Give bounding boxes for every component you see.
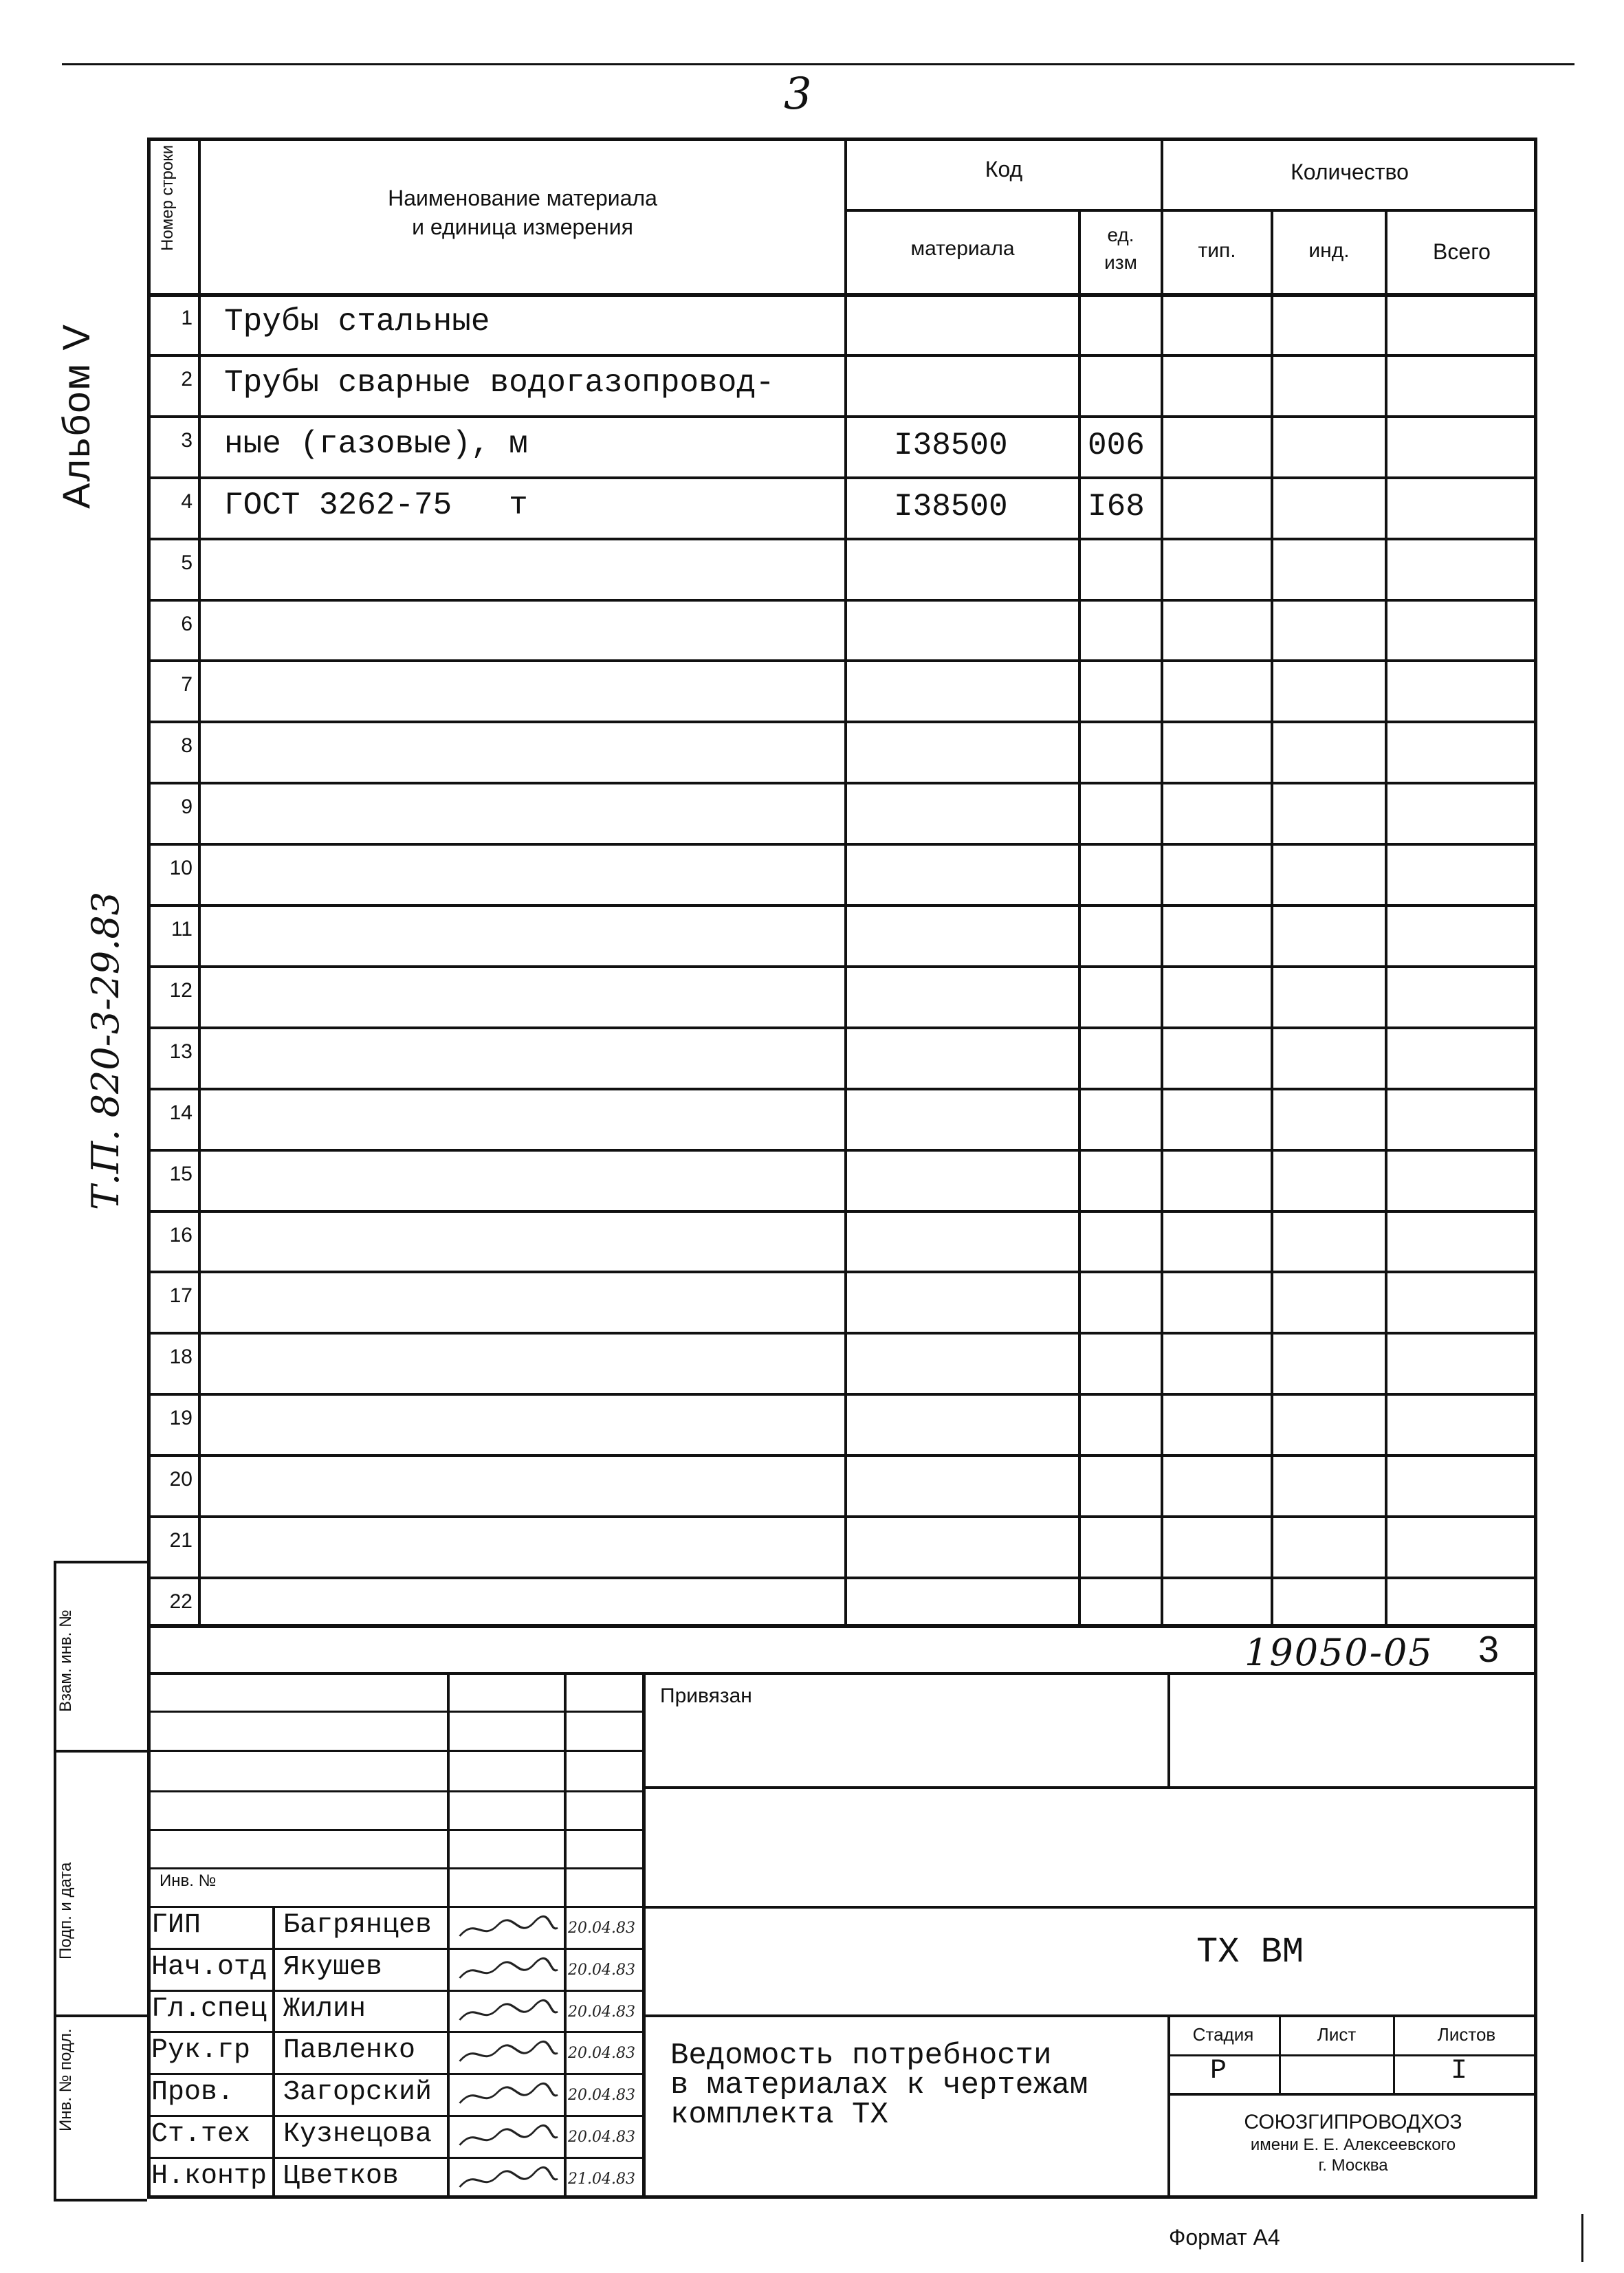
row-line <box>147 1088 1537 1090</box>
row-number: 11 <box>171 918 193 941</box>
stamp-col-name <box>272 1906 275 2199</box>
inv-no-label: Инв. № <box>160 1871 217 1890</box>
row-number: 20 <box>169 1468 193 1491</box>
stamp-grid-line <box>147 1750 642 1752</box>
listov-label: Листов <box>1437 2024 1496 2045</box>
row-line <box>147 782 1537 784</box>
row-material-name: ГОСТ 3262-75 т <box>224 487 528 523</box>
stadiya-bottom <box>1167 2093 1537 2096</box>
row-line <box>147 659 1537 662</box>
album-label: Альбом V <box>54 323 98 509</box>
side-strip-line <box>54 1561 56 2200</box>
header-ed: ед. <box>1107 224 1134 245</box>
header-name-line1: Наименование материала <box>388 186 657 210</box>
row-material-name: ные (газовые), м <box>224 426 528 462</box>
row-number: 8 <box>181 734 193 758</box>
signer-name: Цветков <box>283 2160 399 2192</box>
signature-mark <box>452 1955 563 1992</box>
header-tip: тип. <box>1198 239 1236 262</box>
col-line-unit <box>1161 138 1163 1624</box>
signer-date: 20.04.83 <box>568 2045 635 2063</box>
row-line <box>147 1210 1537 1213</box>
row-material-code: I38500 <box>894 488 1008 525</box>
col-line-name <box>844 138 847 1624</box>
row-number: 6 <box>181 612 193 635</box>
row-material-code: I38500 <box>894 427 1008 463</box>
row-material-name: Трубы сварные водогазопровод- <box>224 364 775 401</box>
doc-title-line2: в материалах к чертежам <box>670 2068 1088 2102</box>
side-strip-sep <box>54 2199 147 2201</box>
signer-row-line <box>147 2157 642 2159</box>
signature-mark <box>452 2038 563 2075</box>
stamp-line <box>642 1786 1537 1789</box>
doc-code: 19050-05 <box>1244 1631 1434 1674</box>
row-line <box>147 1332 1537 1335</box>
privyazan-divider <box>1167 1672 1170 1788</box>
signer-date: 20.04.83 <box>568 1920 635 1937</box>
signer-role: Пров. <box>151 2077 234 2109</box>
row-line <box>147 1393 1537 1396</box>
row-number: 9 <box>181 795 193 819</box>
row-number: 12 <box>169 978 193 1002</box>
org-named-after: имени Е. Е. Алексеевского <box>1250 2135 1456 2154</box>
col-line-code <box>1078 209 1081 1624</box>
col-line-ind <box>1385 209 1387 1624</box>
row-number: 16 <box>169 1223 193 1247</box>
signer-role: Рук.гр <box>151 2035 251 2067</box>
row-line <box>147 476 1537 479</box>
doc-sheet-number: 3 <box>1478 1629 1500 1670</box>
row-line <box>147 965 1537 968</box>
side-strip-sep <box>54 2014 147 2017</box>
signer-row-line <box>147 2031 642 2033</box>
row-line <box>147 1577 1537 1579</box>
signer-role: Н.контр <box>151 2160 267 2192</box>
stamp-col-main <box>642 1672 646 2199</box>
signer-name: Якушев <box>283 1951 383 1983</box>
row-number: 21 <box>169 1529 193 1552</box>
stamp-line <box>642 1906 1537 1909</box>
signer-row-line <box>147 2115 642 2117</box>
list-col <box>1393 2014 1395 2093</box>
signature-mark <box>452 2122 563 2159</box>
row-line <box>147 538 1537 540</box>
header-izm: изм <box>1104 252 1137 273</box>
header-kod: Код <box>985 157 1023 182</box>
listov-value: I <box>1451 2056 1468 2087</box>
row-number: 2 <box>181 367 193 391</box>
header-bottom-line <box>147 293 1537 297</box>
signer-role: Нач.отд <box>151 1951 267 1983</box>
row-number: 4 <box>181 490 193 513</box>
stamp-grid-line <box>147 1867 642 1869</box>
signer-date: 21.04.83 <box>568 2170 635 2188</box>
row-line <box>147 904 1537 907</box>
row-number: 15 <box>169 1162 193 1185</box>
stamp-grid-line <box>147 1829 642 1831</box>
stamp-line <box>642 2014 1537 2017</box>
row-number: 13 <box>169 1040 193 1063</box>
row-line <box>147 599 1537 602</box>
row-unit-code: 006 <box>1088 427 1145 463</box>
list-label: Лист <box>1317 2024 1357 2045</box>
signer-name: Павленко <box>283 2035 416 2067</box>
row-number: 3 <box>181 428 193 452</box>
row-number: 10 <box>169 857 193 880</box>
top-edge-line <box>62 63 1574 65</box>
signer-date: 20.04.83 <box>568 2003 635 2021</box>
signer-name: Багрянцев <box>283 1910 432 1941</box>
row-line <box>147 1271 1537 1273</box>
col-line-num <box>198 138 201 1624</box>
doc-mark-text: ТХ ВМ <box>1196 1932 1304 1973</box>
header-kolichestvo: Количество <box>1291 160 1409 184</box>
col-line-tip <box>1271 209 1273 1624</box>
doc-title-line1: Ведомость потребности <box>670 2039 1052 2073</box>
row-material-name: Трубы стальные <box>224 304 490 340</box>
side-strip-sep <box>54 1561 147 1563</box>
signer-date: 20.04.83 <box>568 1961 635 1979</box>
row-number: 5 <box>181 551 193 574</box>
signer-row-line <box>147 1948 642 1950</box>
header-kod-material: материала <box>910 237 1015 260</box>
row-unit-code: I68 <box>1088 488 1145 525</box>
signer-role: Гл.спец <box>151 1993 267 2025</box>
signer-role: Ст.тех <box>151 2119 251 2150</box>
signer-date: 20.04.83 <box>568 2129 635 2146</box>
signature-mark <box>452 2164 563 2201</box>
signer-date: 20.04.83 <box>568 2087 635 2105</box>
row-line <box>147 1026 1537 1029</box>
row-line <box>147 1149 1537 1152</box>
format-label: Формат А4 <box>1169 2225 1280 2250</box>
stamp-top-line <box>147 1672 1537 1675</box>
row-number: 22 <box>169 1590 193 1613</box>
signer-row-line <box>147 2073 642 2075</box>
doc-mark <box>1196 1932 1304 1973</box>
header-row-number: Номер строки <box>158 144 177 251</box>
signer-name: Жилин <box>283 1993 366 2025</box>
header-vsego: Всего <box>1433 239 1491 264</box>
side-strip-sep <box>54 1750 147 1753</box>
signature-mark <box>452 2080 563 2117</box>
header-subline <box>844 209 1537 212</box>
org-name: СОЮЗГИПРОВОДХОЗ <box>1244 2111 1462 2133</box>
signer-name: Кузнецова <box>283 2119 432 2150</box>
row-line <box>147 354 1537 357</box>
signature-mark <box>452 1913 563 1950</box>
row-number: 18 <box>169 1346 193 1369</box>
stadiya-label: Стадия <box>1192 2024 1254 2045</box>
project-code-side: Т.П. 820-3-29.83 <box>84 891 127 1210</box>
signer-row-line <box>147 1990 642 1992</box>
signer-name: Загорский <box>283 2077 432 2109</box>
signer-role: ГИП <box>151 1910 201 1941</box>
row-number: 14 <box>169 1101 193 1124</box>
inv-podl-label: Инв. № подл. <box>56 2028 75 2131</box>
row-line <box>147 415 1537 418</box>
signature-mark <box>452 1997 563 2034</box>
row-number: 19 <box>169 1407 193 1430</box>
stamp-grid-line <box>147 1790 642 1792</box>
row-line <box>147 1454 1537 1457</box>
stadiya-value: Р <box>1210 2056 1227 2087</box>
row-line <box>147 1515 1537 1518</box>
podp-data-label: Подп. и дата <box>56 1862 75 1959</box>
page-number: 3 <box>784 69 812 120</box>
privyazan-label: Привязан <box>660 1684 752 1707</box>
doc-title-line3: комплекта ТХ <box>670 2098 888 2132</box>
table-bottom-line <box>147 1624 1537 1628</box>
row-number: 1 <box>181 307 193 329</box>
right-edge-mark <box>1581 2214 1583 2262</box>
org-city: г. Москва <box>1318 2156 1388 2175</box>
row-number: 7 <box>181 673 193 696</box>
row-number: 17 <box>169 1284 193 1308</box>
header-ind: инд. <box>1308 239 1350 262</box>
row-line <box>147 843 1537 846</box>
stadiya-col <box>1279 2014 1281 2093</box>
stamp-grid-line <box>147 1906 642 1908</box>
vzam-inv-label: Взам. инв. № <box>56 1610 75 1712</box>
row-line <box>147 721 1537 723</box>
stamp-grid-line <box>147 1711 642 1713</box>
header-name-line2: и единица измерения <box>412 215 633 239</box>
